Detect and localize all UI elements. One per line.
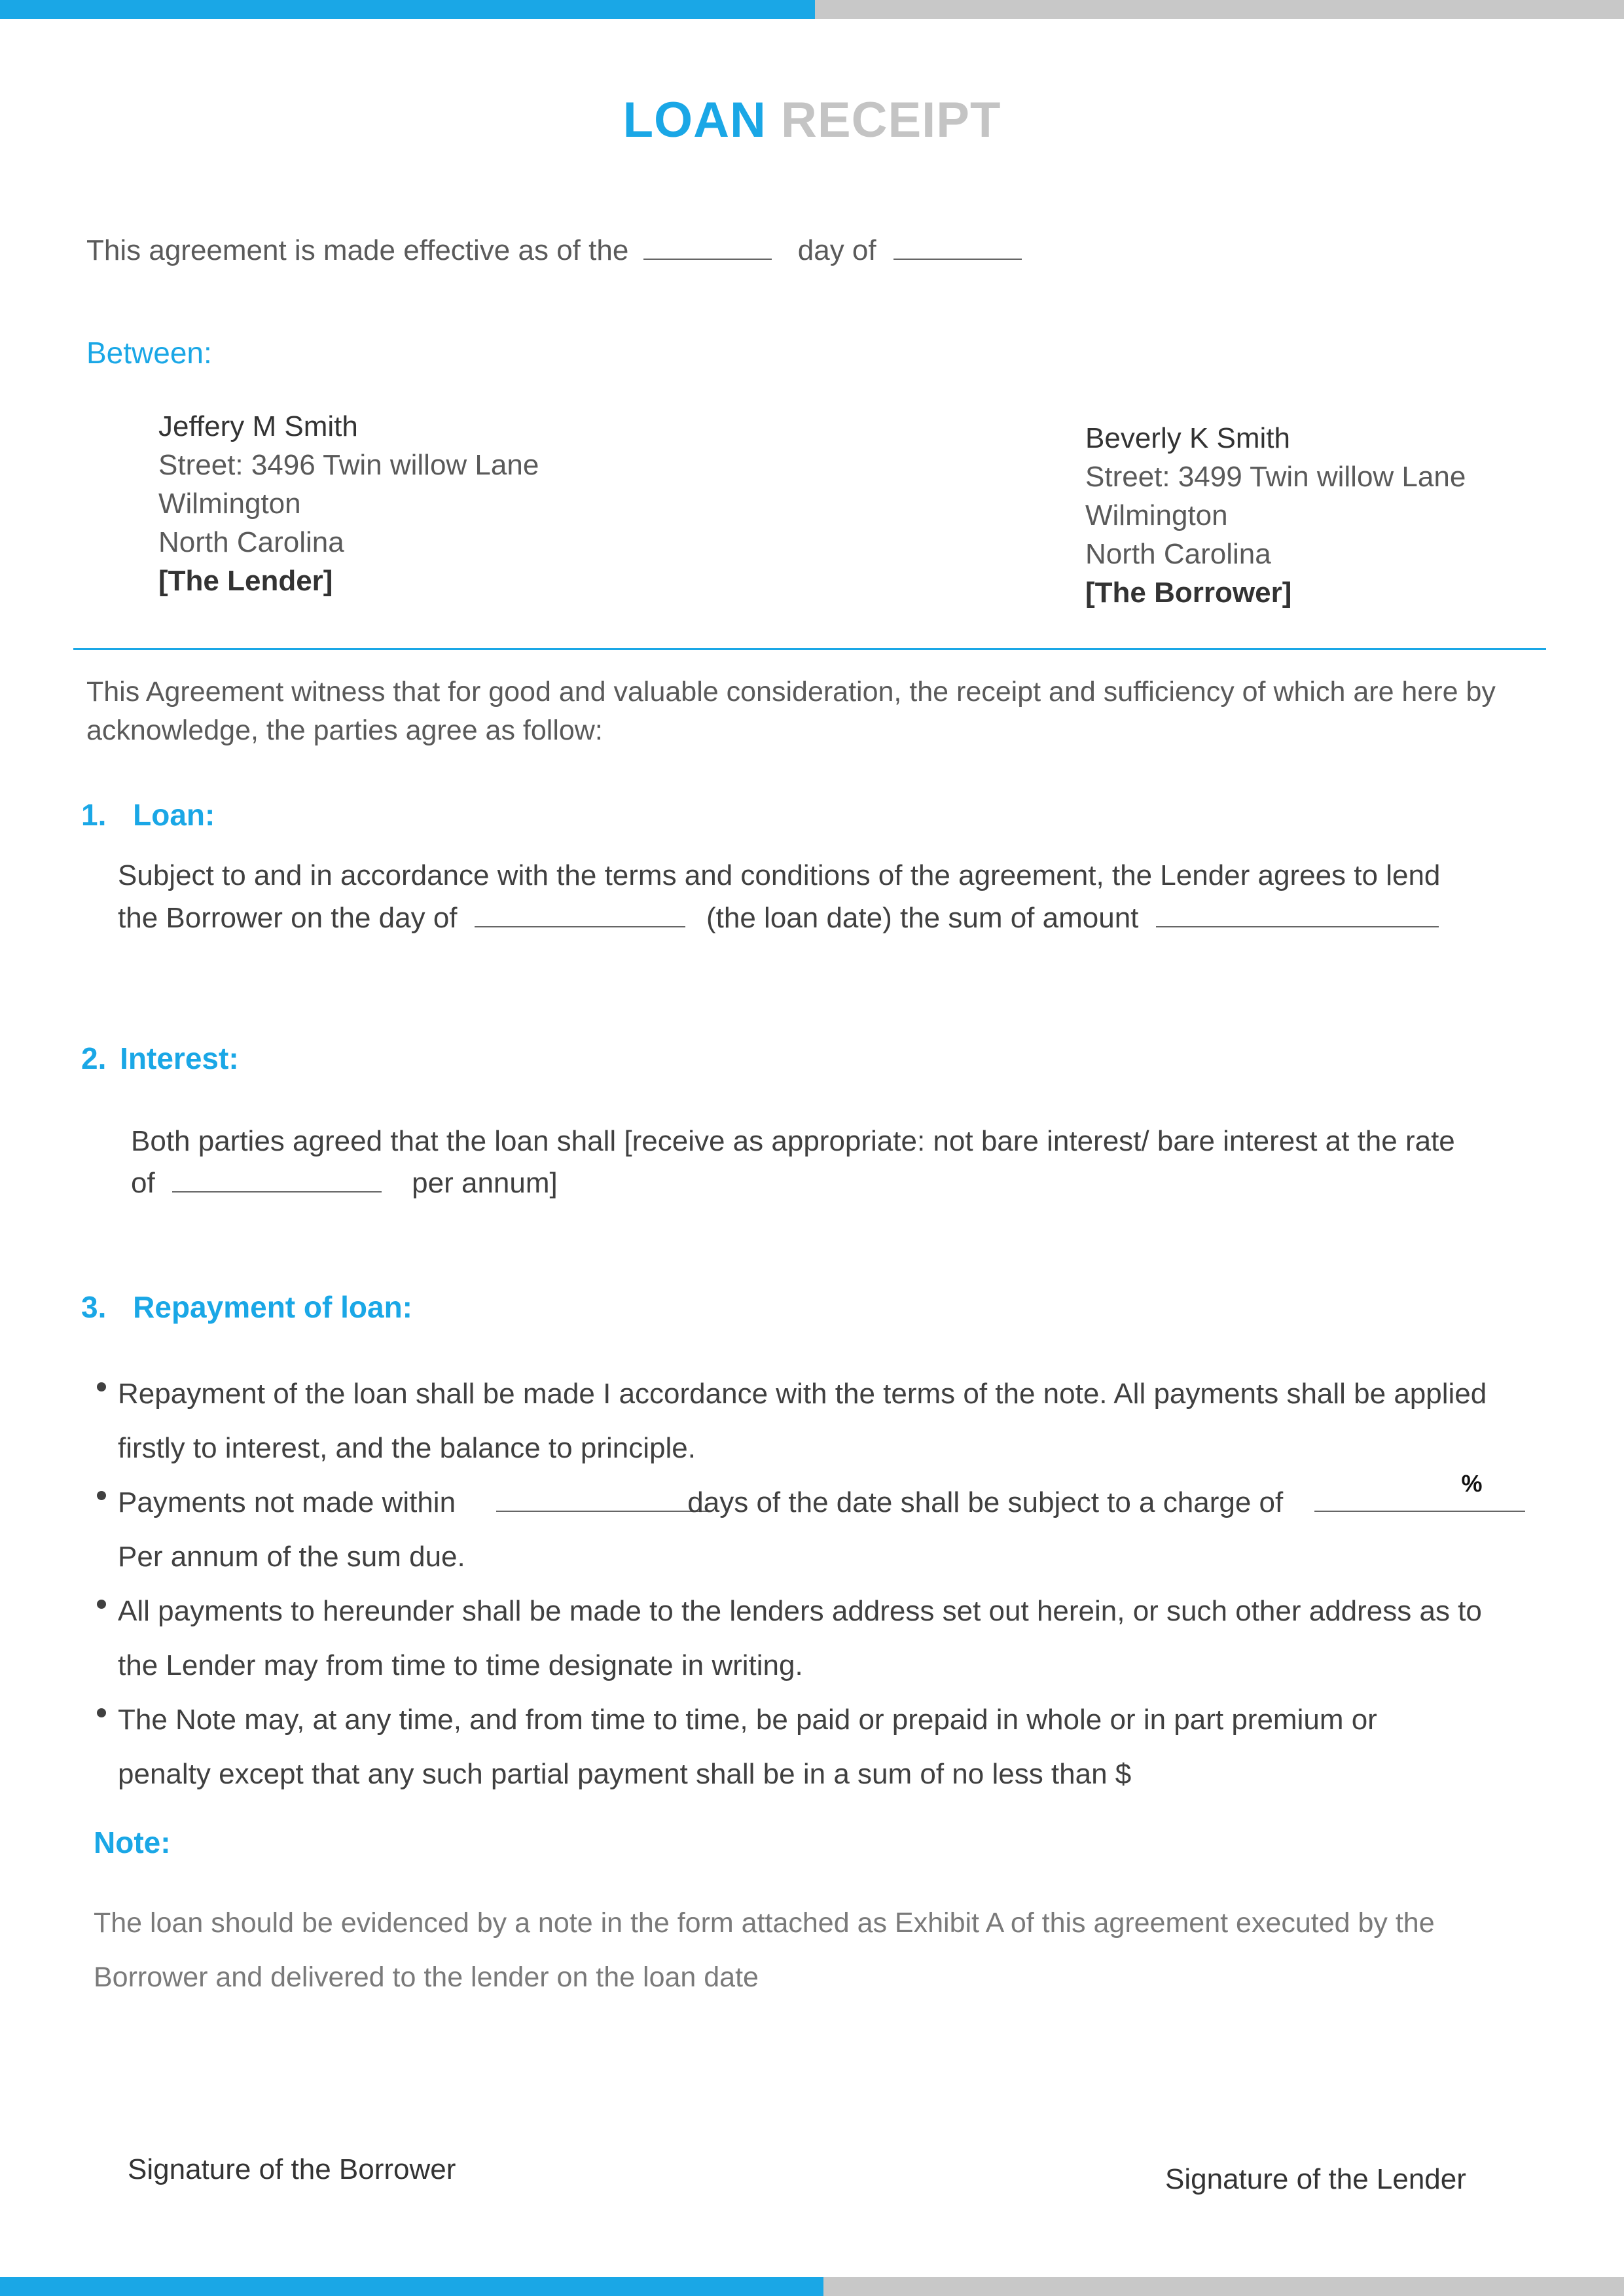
bullet-3-line-1: All payments to hereunder shall be made to the lenders address set out herein, or such other address as to <box>118 1595 1482 1627</box>
lender-state: North Carolina <box>158 526 344 558</box>
lender-signature-label: Signature of the Lender <box>1165 2163 1466 2195</box>
lender-role: [The Lender] <box>158 565 333 597</box>
lender-city: Wilmington <box>158 488 301 520</box>
repayment-list <box>118 1367 1525 1801</box>
interest-heading <box>81 1041 239 1076</box>
bottom-muted-bar <box>823 2277 1624 2296</box>
bullet-1-line-2: firstly to interest, and the balance to principle. <box>118 1432 696 1464</box>
interest-number: 2. <box>81 1041 107 1075</box>
witness-line-1: This Agreement witness that for good and valuable consideration, the receipt and sufficiency of which are here by <box>86 676 1496 708</box>
bullet-icon <box>97 1708 106 1717</box>
interest-line-2-b: per annum] <box>412 1167 558 1199</box>
bullet-2-line-1 <box>118 1470 1525 1530</box>
repayment-number: 3. <box>81 1290 107 1324</box>
interest-title: Interest: <box>120 1041 239 1075</box>
loan-title: Loan: <box>133 798 215 832</box>
borrower-block <box>1085 419 1466 612</box>
borrower-signature-label: Signature of the Borrower <box>128 2153 456 2185</box>
effective-month-blank[interactable] <box>893 232 1022 260</box>
percent-sign: % <box>1461 1470 1483 1497</box>
interest-line-2 <box>131 1162 1455 1204</box>
borrower-city: Wilmington <box>1085 499 1228 531</box>
lender-name: Jeffery M Smith <box>158 410 358 442</box>
bullet-2-line-2: Per annum of the sum due. <box>118 1541 465 1573</box>
note-line-2: Borrower and delivered to the lender on the loan date <box>94 1962 759 1993</box>
effective-line <box>86 232 1022 267</box>
bullet-1-line-1: Repayment of the loan shall be made I accordance with the terms of the note. All payments shall be applied <box>118 1378 1487 1410</box>
top-muted-bar <box>815 0 1624 19</box>
loan-date-blank[interactable] <box>475 900 685 927</box>
title-word-loan: LOAN <box>623 92 767 148</box>
page-title <box>0 92 1624 149</box>
effective-day-of: day of <box>797 234 876 266</box>
witness-paragraph <box>86 673 1496 750</box>
loan-paragraph <box>118 854 1440 939</box>
interest-rate-blank[interactable] <box>172 1165 382 1193</box>
effective-prefix: This agreement is made effective as of the <box>86 234 629 266</box>
lender-street: Street: 3496 Twin willow Lane <box>158 449 539 481</box>
bullet-4-line-1: The Note may, at any time, and from time to time, be paid or prepaid in whole or in part premium or <box>118 1704 1377 1736</box>
effective-day-blank[interactable] <box>643 232 772 260</box>
bullet-2-a: Payments not made within <box>118 1486 456 1518</box>
top-accent-bar <box>0 0 815 19</box>
bottom-accent-bar <box>0 2277 823 2296</box>
interest-line-2-a: of <box>131 1167 155 1199</box>
lender-block <box>158 407 539 600</box>
repayment-title: Repayment of loan: <box>133 1290 412 1324</box>
borrower-name: Beverly K Smith <box>1085 422 1290 454</box>
days-blank[interactable] <box>496 1484 707 1512</box>
loan-line-2-b: (the loan date) the sum of amount <box>706 902 1139 934</box>
loan-line-1: Subject to and in accordance with the terms and conditions of the agreement, the Lender agrees to lend <box>118 859 1441 891</box>
loan-line-2 <box>118 897 1440 939</box>
borrower-street: Street: 3499 Twin willow Lane <box>1085 461 1466 493</box>
charge-percent-blank[interactable] <box>1314 1470 1525 1512</box>
bullet-icon <box>97 1600 106 1609</box>
witness-line-2: acknowledge, the parties agree as follow: <box>86 715 603 746</box>
bullet-2-b: days of the date shall be subject to a charge of <box>687 1486 1284 1518</box>
borrower-state: North Carolina <box>1085 538 1271 570</box>
loan-amount-blank[interactable] <box>1156 900 1439 927</box>
bullet-4-line-2: penalty except that any such partial payment shall be in a sum of no less than $ <box>118 1758 1132 1790</box>
loan-heading <box>81 797 215 833</box>
note-line-1: The loan should be evidenced by a note in the form attached as Exhibit A of this agreement executed by the <box>94 1907 1435 1939</box>
repayment-heading <box>81 1289 412 1325</box>
between-heading: Between: <box>86 336 212 370</box>
note-heading: Note: <box>94 1825 171 1859</box>
bullet-3-line-2: the Lender may from time to time designate in writing. <box>118 1649 803 1681</box>
borrower-role: [The Borrower] <box>1085 577 1292 609</box>
loan-line-2-a: the Borrower on the day of <box>118 902 458 934</box>
title-word-receipt: RECEIPT <box>781 92 1001 148</box>
interest-paragraph <box>131 1121 1455 1204</box>
bullet-icon <box>97 1382 106 1391</box>
interest-line-1: Both parties agreed that the loan shall [receive as appropriate: not bare interest/ bare interest at the rate <box>131 1125 1455 1157</box>
section-divider <box>73 648 1546 650</box>
note-paragraph <box>94 1896 1435 2005</box>
loan-number: 1. <box>81 798 107 832</box>
bullet-icon <box>97 1491 106 1500</box>
